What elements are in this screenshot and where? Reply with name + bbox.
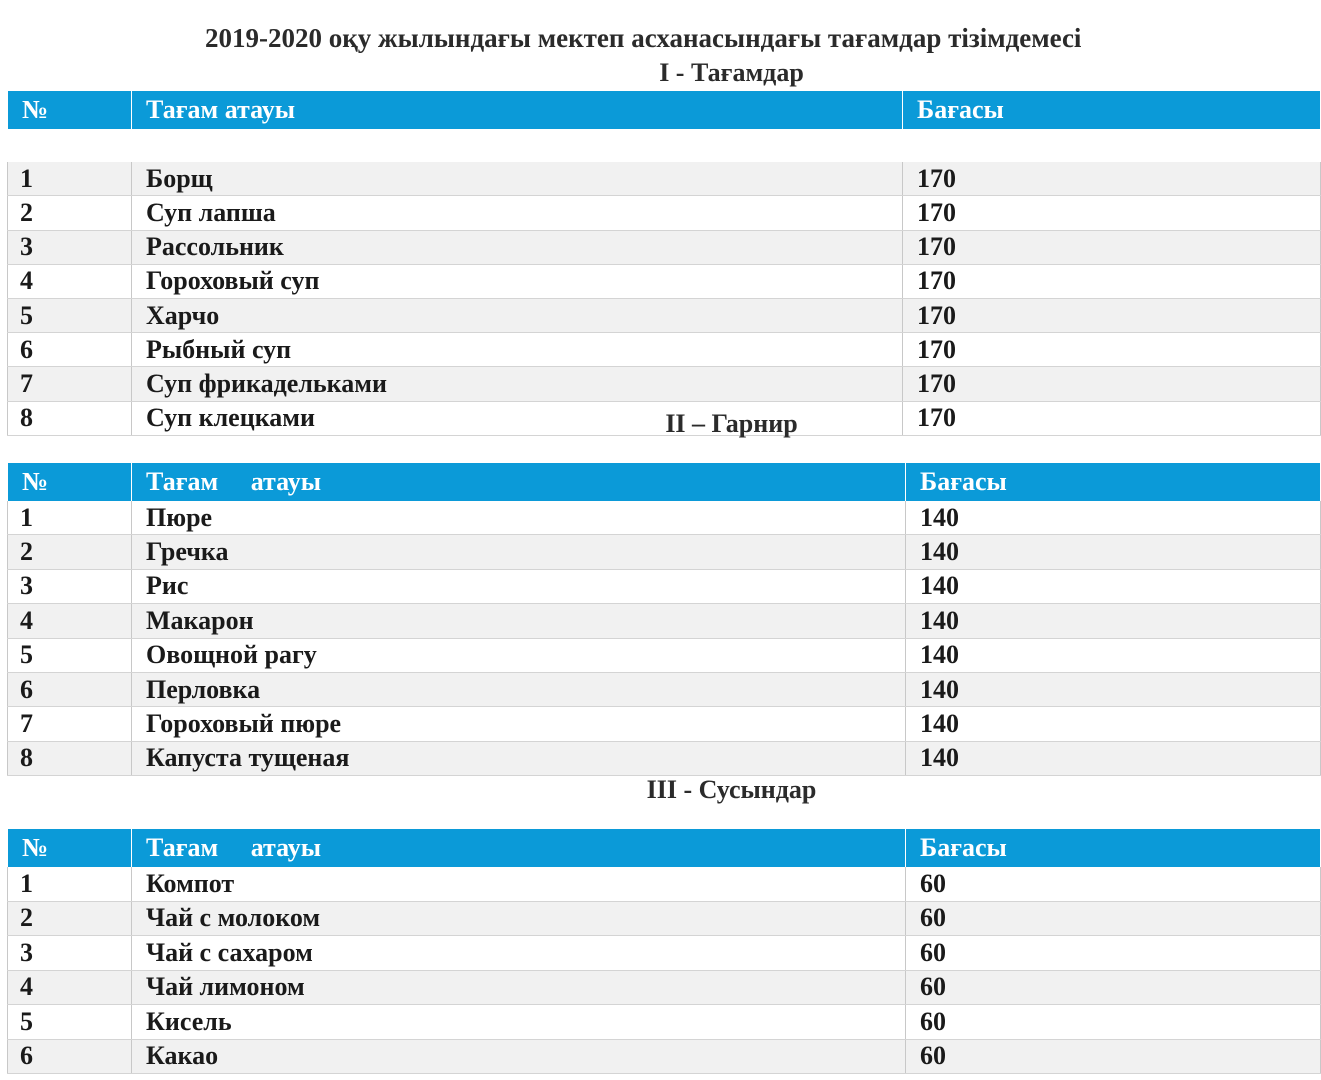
dish-name: Овощной рагу (132, 638, 906, 672)
column-header-number: № (8, 463, 132, 501)
dish-name: Чай лимоном (132, 970, 906, 1005)
table-row (8, 672, 1321, 706)
dish-price: 170 (903, 230, 1321, 264)
table-row (8, 1005, 1321, 1040)
dish-name: Кисель (132, 1005, 906, 1040)
dish-price: 60 (906, 936, 1321, 971)
section-title-garnish: II – Гарнир (665, 409, 798, 438)
dish-price: 140 (906, 638, 1321, 672)
dish-price: 140 (906, 501, 1321, 535)
dish-name: Гречка (132, 535, 906, 569)
table-row (8, 741, 1321, 775)
table-row (8, 1039, 1321, 1074)
table-row (8, 162, 1321, 196)
table-row (8, 196, 1321, 230)
dish-price: 140 (906, 741, 1321, 775)
table-row (8, 298, 1321, 332)
row-number: 4 (8, 604, 132, 638)
table-row (8, 936, 1321, 971)
dish-price: 140 (906, 535, 1321, 569)
row-number: 4 (8, 970, 132, 1005)
table-row (8, 230, 1321, 264)
row-number: 7 (8, 367, 132, 401)
garnish-table (7, 463, 1321, 776)
column-header-price: Бағасы (906, 829, 1321, 867)
table-row (8, 569, 1321, 603)
table-row (8, 333, 1321, 367)
row-number: 1 (8, 501, 132, 535)
dish-name: Борщ (132, 162, 903, 196)
dish-price: 170 (903, 333, 1321, 367)
table-row (8, 707, 1321, 741)
row-number: 1 (8, 867, 132, 901)
dish-price: 60 (906, 867, 1321, 901)
row-number: 1 (8, 162, 132, 196)
column-header-number: № (8, 829, 132, 867)
table-header-row (8, 829, 1321, 867)
table-row (8, 638, 1321, 672)
row-number: 6 (8, 333, 132, 367)
dish-price: 140 (906, 604, 1321, 638)
table-header-row (8, 463, 1321, 501)
dish-name: Гороховый суп (132, 264, 903, 298)
dish-price: 170 (903, 367, 1321, 401)
dish-name: Какао (132, 1039, 906, 1074)
column-header-name: Тағам атауы (132, 91, 903, 129)
row-number: 3 (8, 230, 132, 264)
dish-name: Макарон (132, 604, 906, 638)
dish-name: Рассольник (132, 230, 903, 264)
row-number: 3 (8, 569, 132, 603)
dish-price: 170 (903, 162, 1321, 196)
row-number: 2 (8, 901, 132, 936)
table-row (8, 901, 1321, 936)
table-row (8, 867, 1321, 901)
table-header-row (8, 91, 1321, 129)
row-number: 5 (8, 298, 132, 332)
dish-price: 170 (903, 401, 1321, 435)
dish-name: Харчо (132, 298, 903, 332)
dish-name: Чай с молоком (132, 901, 906, 936)
row-number: 6 (8, 672, 132, 706)
dish-name: Рис (132, 569, 906, 603)
dish-price: 60 (906, 901, 1321, 936)
row-number: 8 (8, 401, 132, 435)
column-header-price: Бағасы (906, 463, 1321, 501)
table-row (8, 970, 1321, 1005)
row-number: 4 (8, 264, 132, 298)
dish-name: Суп фрикадельками (132, 367, 903, 401)
table-row (8, 604, 1321, 638)
dish-price: 170 (903, 264, 1321, 298)
dish-price: 60 (906, 1039, 1321, 1074)
dish-name: Чай с сахаром (132, 936, 906, 971)
dish-price: 60 (906, 970, 1321, 1005)
drinks-table (7, 829, 1321, 1074)
row-number: 3 (8, 936, 132, 971)
row-number: 8 (8, 741, 132, 775)
row-number: 2 (8, 535, 132, 569)
table-row (8, 501, 1321, 535)
table-row (8, 535, 1321, 569)
table-row (8, 264, 1321, 298)
row-number: 5 (8, 638, 132, 672)
dish-price: 60 (906, 1005, 1321, 1040)
dish-price: 170 (903, 196, 1321, 230)
column-header-name: Тағам атауы (132, 829, 906, 867)
dishes-table (7, 91, 1321, 436)
dish-name: Пюре (132, 501, 906, 535)
row-number: 2 (8, 196, 132, 230)
dish-name: Гороховый пюре (132, 707, 906, 741)
table-row (8, 367, 1321, 401)
column-header-name: Тағам атауы (132, 463, 906, 501)
row-number: 5 (8, 1005, 132, 1040)
dish-price: 140 (906, 707, 1321, 741)
dish-name: Перловка (132, 672, 906, 706)
dish-name: Рыбный суп (132, 333, 903, 367)
column-header-number: № (8, 91, 132, 129)
dish-name: Капуста тущеная (132, 741, 906, 775)
dish-price: 170 (903, 298, 1321, 332)
dish-price: 140 (906, 672, 1321, 706)
document-title: 2019-2020 оқу жылындағы мектеп асханасындағы тағамдар тізімдемесі (205, 23, 1082, 53)
dish-name: Суп лапша (132, 196, 903, 230)
column-header-price: Бағасы (903, 91, 1321, 129)
dish-price: 140 (906, 569, 1321, 603)
section-title-dishes: I - Тағамдар (659, 58, 804, 87)
row-number: 6 (8, 1039, 132, 1074)
section-title-drinks: III - Сусындар (646, 775, 817, 804)
dish-name: Суп клецками (132, 401, 903, 435)
dish-name: Компот (132, 867, 906, 901)
row-number: 7 (8, 707, 132, 741)
